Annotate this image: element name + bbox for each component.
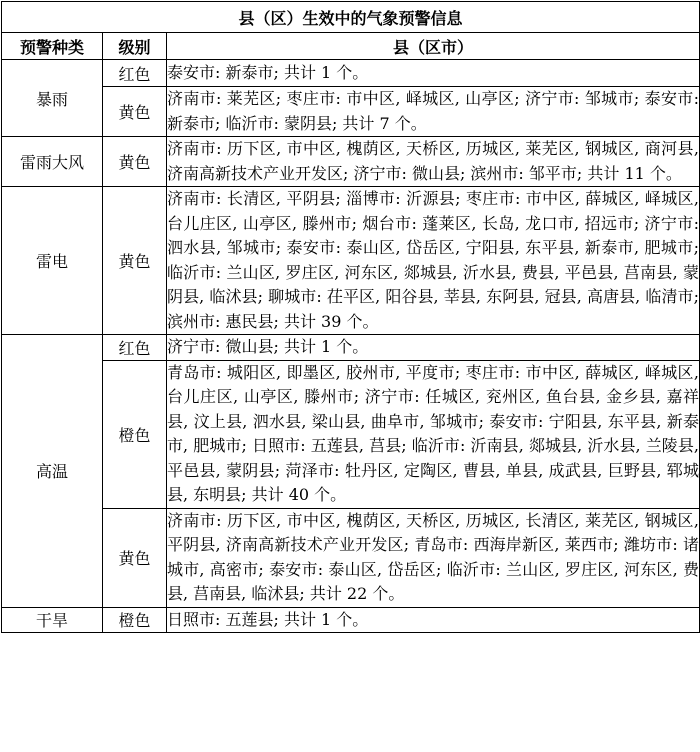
county-list-cell: 日照市: 五莲县; 共计 1 个。: [167, 607, 700, 633]
warning-table-container: [1, 1, 699, 750]
county-list-cell: 济南市: 莱芜区; 枣庄市: 市中区, 峄城区, 山亭区; 济宁市: 邹城市; 泰安市: 新泰市; 临沂市: 蒙阴县; 共计 7 个。: [167, 87, 700, 137]
table-title-row: [2, 2, 700, 33]
warning-level-cell: 黄色: [103, 508, 167, 607]
county-list-cell: 济南市: 历下区, 市中区, 槐荫区, 天桥区, 历城区, 莱芜区, 钢城区, 商河县, 济南高新技术产业开发区; 济宁市: 微山县; 滨州市: 邹平市; 共计 11 个。: [167, 137, 700, 187]
header-warning-type: 预警种类: [2, 33, 103, 60]
county-list-cell: 青岛市: 城阳区, 即墨区, 胶州市, 平度市; 枣庄市: 市中区, 薛城区, 峄城区, 台儿庄区, 山亭区, 滕州市; 济宁市: 任城区, 兖州区, 鱼台县, 金乡县, 嘉祥县, 汶上县, 泗水县, 梁山县, 曲阜市, 邹城市; 泰安市: 宁阳县, 东平县, 新泰市, 肥城市; 日照市: 五莲县, 莒县; 临沂市: 沂南县, 郯城县, 沂水县, 兰陵县, 平邑县, 蒙阴县; 菏泽市: 牡丹区, 定陶区, 曹县, 单县, 成武县, 巨野县, 郓城县, 东明县; 共计 40 个。: [167, 360, 700, 508]
table-row: [2, 360, 700, 508]
warning-type-cell: 暴雨: [2, 60, 103, 137]
warning-level-cell: 橙色: [103, 360, 167, 508]
table-row: [2, 607, 700, 633]
header-level: 级别: [103, 33, 167, 60]
county-list-cell: 济南市: 长清区, 平阴县; 淄博市: 沂源县; 枣庄市: 市中区, 薛城区, 峄城区, 台儿庄区, 山亭区, 滕州市; 烟台市: 蓬莱区, 长岛, 龙口市, 招远市; 济宁市: 泗水县, 邹城市; 泰安市: 泰山区, 岱岳区, 宁阳县, 东平县, 新泰市, 肥城市; 临沂市: 兰山区, 罗庄区, 河东区, 郯城县, 沂水县, 费县, 平邑县, 莒南县, 蒙阴县, 临沭县; 聊城市: 茌平区, 阳谷县, 莘县, 东阿县, 冠县, 高唐县, 临清市; 滨州市: 惠民县; 共计 39 个。: [167, 187, 700, 335]
warning-type-cell: 干旱: [2, 607, 103, 633]
header-county: 县（区市）: [167, 33, 700, 60]
warning-type-cell: 高温: [2, 335, 103, 608]
warning-level-cell: 红色: [103, 335, 167, 361]
warning-level-cell: 黄色: [103, 87, 167, 137]
table-title: 县（区）生效中的气象预警信息: [2, 2, 700, 33]
warning-level-cell: 黄色: [103, 187, 167, 335]
county-list-cell: 泰安市: 新泰市; 共计 1 个。: [167, 60, 700, 87]
table-header-row: [2, 33, 700, 60]
warning-level-cell: 橙色: [103, 607, 167, 633]
table-row: [2, 60, 700, 87]
warning-level-cell: 红色: [103, 60, 167, 87]
county-list-cell: 济宁市: 微山县; 共计 1 个。: [167, 335, 700, 361]
table-row: [2, 508, 700, 607]
table-row: [2, 187, 700, 335]
table-row: [2, 335, 700, 361]
warning-type-cell: 雷电: [2, 187, 103, 335]
county-list-cell: 济南市: 历下区, 市中区, 槐荫区, 天桥区, 历城区, 长清区, 莱芜区, 钢城区, 平阴县, 济南高新技术产业开发区; 青岛市: 西海岸新区, 莱西市; 潍坊市: 诸城市, 高密市; 泰安市: 泰山区, 岱岳区; 临沂市: 兰山区, 罗庄区, 河东区, 费县, 莒南县, 临沭县; 共计 22 个。: [167, 508, 700, 607]
table-row: [2, 87, 700, 137]
warning-type-cell: 雷雨大风: [2, 137, 103, 187]
warning-level-cell: 黄色: [103, 137, 167, 187]
table-row: [2, 137, 700, 187]
warning-table: [1, 1, 700, 633]
